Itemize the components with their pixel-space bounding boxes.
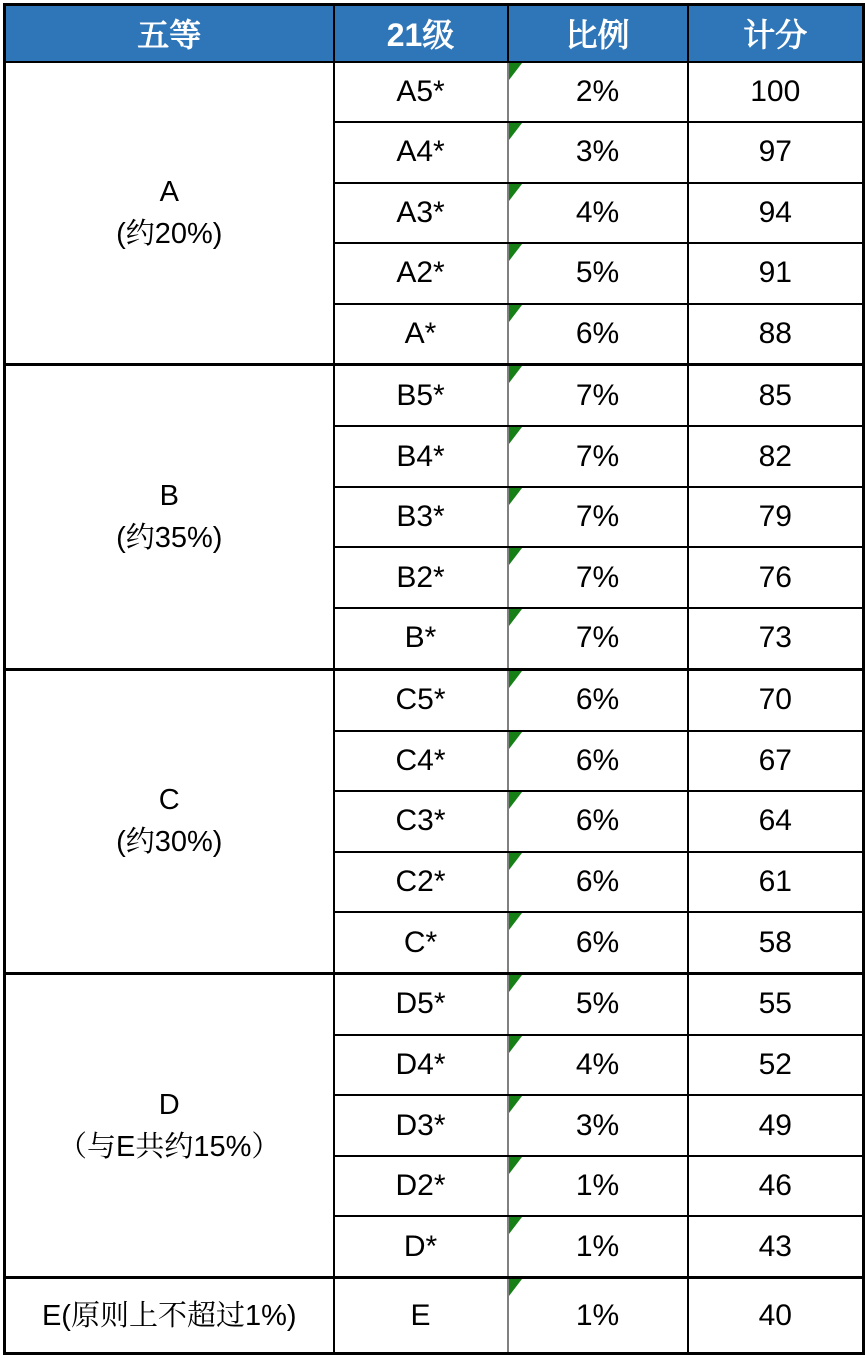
score-cell[interactable]: 88 <box>688 304 864 365</box>
grade-group-cell[interactable] <box>5 669 334 973</box>
ratio-value: 1% <box>575 1169 620 1203</box>
ratio-value: 7% <box>575 378 620 412</box>
text-format-flag-icon <box>509 305 522 322</box>
ratio-cell[interactable] <box>508 1035 688 1096</box>
score-cell[interactable]: 67 <box>688 731 864 792</box>
score-cell[interactable]: 61 <box>688 852 864 913</box>
text-format-flag-icon <box>509 1157 522 1174</box>
level-cell[interactable]: C5* <box>334 669 508 730</box>
ratio-cell[interactable] <box>508 426 688 487</box>
ratio-value: 6% <box>575 743 620 777</box>
ratio-cell[interactable] <box>508 608 688 669</box>
score-cell[interactable]: 94 <box>688 183 864 244</box>
level-cell[interactable]: C4* <box>334 731 508 792</box>
score-cell[interactable]: 79 <box>688 487 864 548</box>
grade-group-cell[interactable] <box>5 1278 334 1354</box>
ratio-cell[interactable] <box>508 731 688 792</box>
grade-group-label: D <box>158 1088 180 1121</box>
ratio-value: 1% <box>575 1298 620 1332</box>
ratio-value: 7% <box>575 500 620 534</box>
grade-group-note: (约30%) <box>116 826 223 859</box>
ratio-value: 5% <box>575 256 620 290</box>
ratio-value: 3% <box>575 1108 620 1142</box>
grade-group-note: （与E共约15%） <box>58 1130 281 1163</box>
level-cell[interactable]: A3* <box>334 183 508 244</box>
ratio-cell[interactable] <box>508 1216 688 1277</box>
ratio-cell[interactable] <box>508 365 688 426</box>
header-cell-score[interactable]: 计分 <box>688 5 864 62</box>
text-format-flag-icon <box>509 427 522 444</box>
ratio-value: 1% <box>575 1229 620 1263</box>
ratio-cell[interactable] <box>508 669 688 730</box>
ratio-cell[interactable] <box>508 547 688 608</box>
text-format-flag-icon <box>509 792 522 809</box>
text-format-flag-icon <box>509 366 522 383</box>
level-cell[interactable]: D5* <box>334 973 508 1034</box>
score-cell[interactable]: 43 <box>688 1216 864 1277</box>
text-format-flag-icon <box>509 184 522 201</box>
score-cell[interactable]: 76 <box>688 547 864 608</box>
score-cell[interactable]: 73 <box>688 608 864 669</box>
level-cell[interactable]: C3* <box>334 791 508 852</box>
grade-group-label: B <box>159 480 179 512</box>
table-body <box>5 62 864 1354</box>
ratio-cell[interactable] <box>508 122 688 183</box>
score-cell[interactable]: 97 <box>688 122 864 183</box>
text-format-flag-icon <box>509 488 522 505</box>
level-cell[interactable]: B* <box>334 608 508 669</box>
level-cell[interactable]: B4* <box>334 426 508 487</box>
table-row <box>5 365 864 426</box>
ratio-value: 5% <box>575 987 620 1021</box>
text-format-flag-icon <box>509 975 522 992</box>
score-cell[interactable]: 55 <box>688 973 864 1034</box>
text-format-flag-icon <box>509 1036 522 1053</box>
ratio-value: 7% <box>575 621 620 655</box>
header-cell-ratio[interactable]: 比例 <box>508 5 688 62</box>
grade-score-table <box>3 3 865 1355</box>
grade-group-label: C <box>158 784 180 817</box>
level-cell[interactable]: D* <box>334 1216 508 1277</box>
ratio-value: 7% <box>575 439 620 473</box>
score-cell[interactable]: 100 <box>688 62 864 123</box>
score-cell[interactable]: 49 <box>688 1095 864 1156</box>
text-format-flag-icon <box>509 123 522 140</box>
level-cell[interactable]: C2* <box>334 852 508 913</box>
ratio-cell[interactable] <box>508 243 688 304</box>
ratio-cell[interactable] <box>508 1156 688 1217</box>
ratio-value: 2% <box>575 74 620 108</box>
table-row <box>5 62 864 123</box>
ratio-value: 6% <box>575 683 620 717</box>
text-format-flag-icon <box>509 1217 522 1234</box>
level-cell[interactable]: A2* <box>334 243 508 304</box>
ratio-value: 6% <box>575 925 620 959</box>
header-cell-level[interactable]: 21级 <box>334 5 508 62</box>
header-cell-tier[interactable]: 五等 <box>5 5 334 62</box>
ratio-cell[interactable] <box>508 791 688 852</box>
grade-group-cell[interactable] <box>5 365 334 669</box>
text-format-flag-icon <box>509 548 522 565</box>
grade-group-label: E(原则上不超过1%) <box>41 1299 297 1332</box>
table-row <box>5 669 864 730</box>
level-cell[interactable]: B5* <box>334 365 508 426</box>
score-cell[interactable]: 85 <box>688 365 864 426</box>
score-cell[interactable]: 46 <box>688 1156 864 1217</box>
ratio-value: 7% <box>575 560 620 594</box>
ratio-cell[interactable] <box>508 304 688 365</box>
ratio-value: 3% <box>575 135 620 169</box>
level-cell[interactable]: A4* <box>334 122 508 183</box>
text-format-flag-icon <box>509 244 522 261</box>
ratio-cell[interactable] <box>508 973 688 1034</box>
grade-group-note: (约35%) <box>116 522 223 555</box>
level-cell[interactable]: B3* <box>334 487 508 548</box>
score-cell[interactable]: 70 <box>688 669 864 730</box>
text-format-flag-icon <box>509 913 522 930</box>
ratio-value: 6% <box>575 864 620 898</box>
score-cell[interactable]: 82 <box>688 426 864 487</box>
grade-group-label: A <box>159 175 179 208</box>
text-format-flag-icon <box>509 1096 522 1113</box>
text-format-flag-icon <box>509 609 522 626</box>
table-header-row <box>5 5 864 62</box>
ratio-cell[interactable] <box>508 1095 688 1156</box>
level-cell[interactable]: E <box>334 1278 508 1354</box>
text-format-flag-icon <box>509 671 522 688</box>
table-row <box>5 973 864 1034</box>
ratio-value: 6% <box>575 316 620 350</box>
level-cell[interactable]: C* <box>334 912 508 973</box>
ratio-value: 4% <box>575 195 620 229</box>
score-cell[interactable]: 91 <box>688 243 864 304</box>
ratio-cell[interactable] <box>508 1278 688 1354</box>
text-format-flag-icon <box>509 1279 522 1296</box>
ratio-cell[interactable] <box>508 852 688 913</box>
ratio-cell[interactable] <box>508 183 688 244</box>
score-cell[interactable]: 40 <box>688 1278 864 1354</box>
level-cell[interactable]: D4* <box>334 1035 508 1096</box>
ratio-cell[interactable] <box>508 487 688 548</box>
table-row <box>5 1278 864 1354</box>
text-format-flag-icon <box>509 732 522 749</box>
level-cell[interactable]: B2* <box>334 547 508 608</box>
text-format-flag-icon <box>509 63 522 80</box>
score-cell[interactable]: 58 <box>688 912 864 973</box>
ratio-value: 6% <box>575 804 620 838</box>
level-cell[interactable]: A5* <box>334 62 508 123</box>
score-cell[interactable]: 64 <box>688 791 864 852</box>
text-format-flag-icon <box>509 853 522 870</box>
ratio-cell[interactable] <box>508 912 688 973</box>
level-cell[interactable]: D3* <box>334 1095 508 1156</box>
level-cell[interactable]: D2* <box>334 1156 508 1217</box>
level-cell[interactable]: A* <box>334 304 508 365</box>
grade-group-note: (约20%) <box>116 217 223 250</box>
grade-group-cell[interactable] <box>5 62 334 365</box>
score-cell[interactable]: 52 <box>688 1035 864 1096</box>
grade-group-cell[interactable] <box>5 973 334 1277</box>
ratio-cell[interactable] <box>508 62 688 123</box>
ratio-value: 4% <box>575 1048 620 1082</box>
